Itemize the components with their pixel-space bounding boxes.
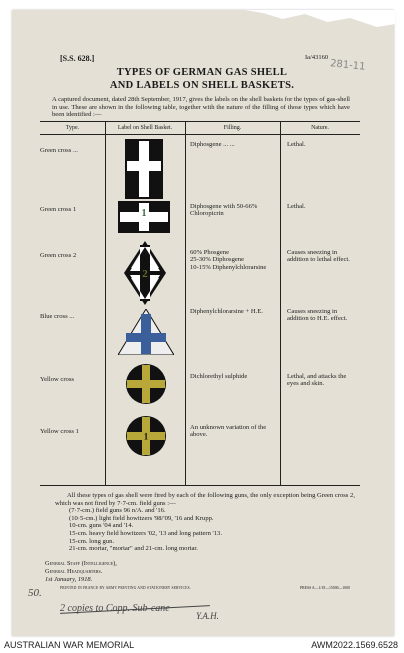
row-filling: Diphosgene ... ... [190,141,235,148]
document-title-line2: AND LABELS ON SHELL BASKETS. [109,80,295,91]
gun-list-item: 15-cm. long gun. [69,537,115,545]
handwritten-initials: Y.A.H. [196,611,219,621]
green-cross-1-label-icon [118,201,170,233]
row-filling: Diphosgene with 50-66% Chloropicrin [190,203,258,218]
row-type: Green cross ... [40,147,78,154]
row-filling: An unknown variation of the above. [190,424,267,439]
green-cross-label-icon [125,139,163,199]
row-nature: Lethal, and attacks the eyes and skin. [287,373,347,388]
gun-list-item: 15-cm. heavy field howitzers '02, '13 and long pattern '13. [69,529,222,537]
row-type: Green cross 1 [40,206,77,213]
row-nature: Lethal. [287,141,306,148]
row-filling: Dichlorethyl sulphide [190,373,248,380]
handwritten-distribution-note: 2 copies to Copp. Sub-cane [60,603,170,614]
header-type: Type. [65,125,80,131]
ss-number: [S.S. 628.] [60,54,95,63]
header-nature: Nature. [311,125,329,131]
row-filling: Diphenylchlorarsine + H.E. [190,308,263,315]
gun-list-item: 21-cm. mortar, "mortar" and 21-cm. long mortar. [69,545,198,553]
pencil-note: 281-11 [329,58,366,73]
blue-cross-label-icon [118,309,174,355]
document-title-line1: TYPES OF GERMAN GAS SHELL [116,67,288,78]
header-label: Label on Shell Basket. [117,125,173,131]
press-code: PRESS A—1/18—15000—1000 [300,586,350,590]
svg-text:2: 2 [142,268,148,280]
row-type: Green cross 2 [40,252,77,259]
row-filling: 60% Phosgene 25-30% Diphosgene 10-15% Diphenylchlorarsine [190,249,267,271]
gas-shell-table [40,121,360,486]
archive-caption: AUSTRALIAN WAR MEMORIAL [4,640,135,650]
yellow-cross-label-icon [125,363,167,405]
row-type: Blue cross ... [40,313,75,320]
column-divider [185,121,186,486]
green-cross-2-label-icon [124,241,166,305]
handwritten-number: 50. [28,587,42,599]
svg-text:1: 1 [141,208,147,219]
footer-notes [55,492,355,553]
gun-list-item: (7·7-cm.) field guns 96 n/A. and '16. [69,507,166,515]
reference-number: Ia/43160 [305,54,329,61]
gun-list-intro: All these types of gas shell were fired by each of the following guns, the only exception being Green cross 2, which was not fired by 7·7-cm. field guns :— [55,492,355,507]
header-filling: Filling. [223,125,242,131]
row-type: Yellow cross [40,376,74,383]
gun-list-item: 10-cm. guns '04 and '14. [69,522,134,530]
document-date: 1st January, 1918. [45,576,93,583]
table-top-rule [40,121,360,122]
gun-list-item: (10·5-cm.) light field howitzers '98/'09, '16 and Krupp. [69,514,214,522]
row-type: Yellow cross 1 [40,428,79,435]
yellow-cross-1-label-icon [125,415,167,457]
svg-text:1: 1 [143,431,149,442]
table-bottom-rule [40,485,360,486]
row-nature: Lethal. [287,203,306,210]
archive-id: AWM2022.1569.6528 [311,640,398,650]
table-header-rule [40,134,360,135]
intro-paragraph: A captured document, dated 28th September, 1917, gives the labels on the shell baskets for the types of gas-shell in use. These are shown in the following table, together with the nature of the filling of those types which have been identified :— [52,96,350,119]
hq-signature: General Headquarters. [45,568,103,575]
row-nature: Causes sneezing in addition to lethal effect. [287,249,350,264]
column-divider [105,121,106,486]
staff-signature: General Staff (Intelligence), [45,560,117,567]
printer-imprint: PRINTED IN FRANCE BY ARMY PRINTING AND STATIONERY SERVICES. [60,586,191,590]
row-nature: Causes sneezing in addition to H.E. effect. [287,308,348,323]
